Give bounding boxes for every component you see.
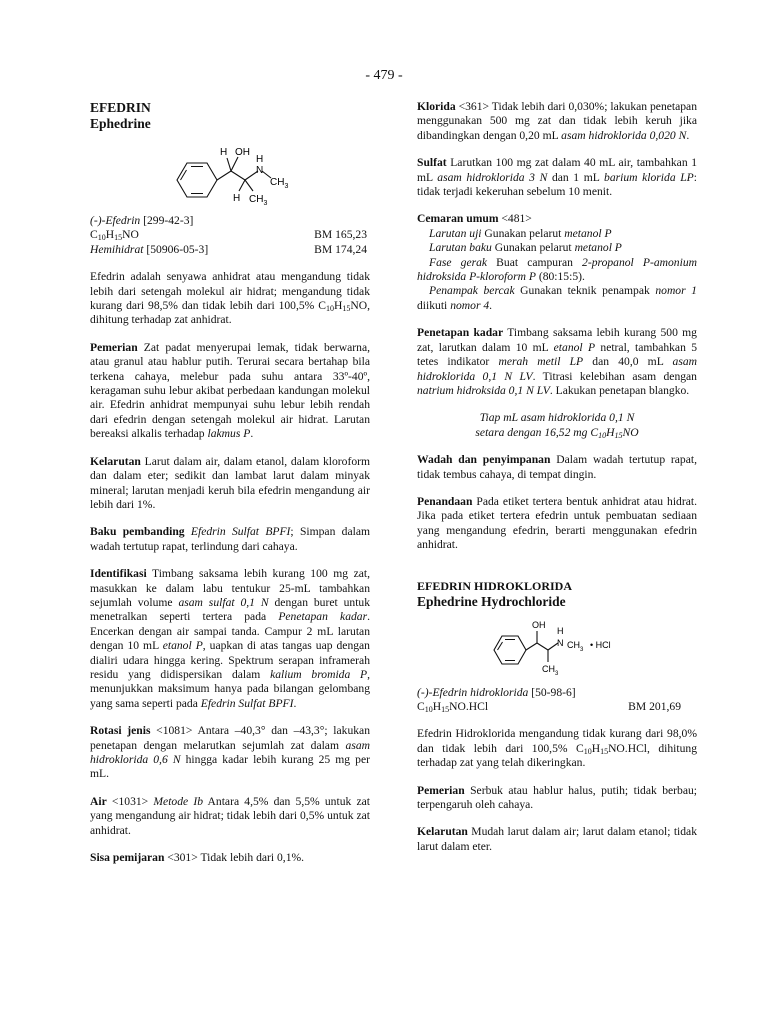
label-h-lower: H xyxy=(233,193,241,204)
label-ch3: $CH_3$ xyxy=(270,177,289,190)
kelarutan-section: Kelarutan Larut dalam air, dalam etanol, dalam kloroform dan dalam eter; sedikit dan lambat larut dalam minyak mineral; larutan menjadi keruh bila efedrin mengandung air lebih dari 1%. xyxy=(90,454,370,511)
pemerian-section: Pemerian Zat padat menyerupai lemak, tidak berwarna, atau granul atau hablur putih. Terurai secara bertahap bila terkena cahaya, melebur pada suhu antara 33º-40º, keragaman suhu lebur akibat perbedaan kandungan molekul air. Efedrin anhidrat mempunyai suhu lebur lebih rendah dari efedrin dengan setengah molekul air hidrat. Larutan bereaksi alkalis terhadap lakmus P. xyxy=(90,340,370,441)
cas-line: (-)-Efedrin [299-42-3] xyxy=(90,214,194,227)
molecular-weight: BM 165,23 xyxy=(314,228,367,242)
monograph-title-2: EFEDRIN HIDROKLORIDA xyxy=(417,578,573,593)
molecular-weight-hemihydrate: BM 174,24 xyxy=(314,242,367,256)
wadah-section: Wadah dan penyimpanan Dalam wadah tertutup rapat, tidak tembus cahaya, di tempat dingin. xyxy=(417,453,697,481)
fase-gerak-line: Fase gerak Buat campuran 2-propanol P-amonium hidroksida P-kloroform P (80:15:5). xyxy=(417,255,697,284)
label-h-2: H xyxy=(557,625,564,636)
right-column xyxy=(417,100,697,854)
kelarutan-section-2: Kelarutan Mudah larut dalam air; larut dalam etanol; tidak larut dalam eter. xyxy=(417,825,697,853)
sisa-pemijaran-section: Sisa pemijaran <301> Tidak lebih dari 0,1%. xyxy=(90,851,305,865)
ephedrine-hcl-structure-diagram xyxy=(482,616,632,678)
definition-paragraph-2: Efedrin Hidroklorida mengandung tidak kurang dari 98,0% dan tidak lebih dari 100,5% $C_{10}H_{15}NO.HCl$, dihitung terhadap zat yang telah dikeringkan. xyxy=(417,727,697,770)
label-hcl: • HCl xyxy=(590,639,611,650)
formula-row-2: $C_{10}H_{15}NO.HCl$ BM 201,69 xyxy=(417,699,681,714)
label-ch3-lower-2: $CH_3$ xyxy=(542,663,559,677)
air-section: Air <1031> Metode Ib Antara 4,5% dan 5,5% untuk zat yang mengandung air hidrat; tidak lebih dari 0,5% untuk zat anhidrat. xyxy=(90,794,370,837)
left-column xyxy=(90,100,370,865)
formula-row: $C_{10}H_{15}NO$ BM 165,23 xyxy=(90,228,367,243)
definition-paragraph: Efedrin adalah senyawa anhidrat atau mengandung tidak lebih dari setengah molekul air hidrat; mengandung tidak kurang dari 98,5% dan tidak lebih dari 100,5% $C_{10}H_{15}NO$, dihitung terhadap zat anhidrat. xyxy=(90,270,370,327)
label-n-2: N xyxy=(557,637,564,648)
equivalence-line-2: setara dengan 16,52 mg $C_{10}H_{15}NO$ xyxy=(475,425,639,440)
label-ch3-2: $CH_3$ xyxy=(567,639,584,653)
label-n: N xyxy=(256,165,264,176)
sulfat-section: Sulfat Larutkan 100 mg zat dalam 40 mL air, tambahkan 1 mL asam hidroklorida 3 N dan 1 mL barium klorida LP: tidak terjadi kekeruhan sebelum 10 menit. xyxy=(417,156,697,199)
label-nh-h: H xyxy=(256,154,264,165)
equivalence-line-1: Tiap mL asam hidroklorida 0,1 N xyxy=(479,411,635,425)
monograph-subtitle-2: Ephedrine Hydrochloride xyxy=(417,593,566,609)
penetapan-kadar-section: Penetapan kadar Timbang saksama lebih kurang 500 mg zat, larutkan dalam 10 mL etanol P netral, tambahkan 5 tetes indikator merah metil LP dan 40,0 mL asam hidroklorida 0,1 N LV. Titrasi kelebihan asam dengan natrium hidroksida 0,1 N LV. Lakukan penetapan blangko. xyxy=(417,326,698,397)
rotasi-jenis-section: Rotasi jenis <1081> Antara –40,3° dan –43,3°; lakukan penetapan dengan melarutkan sejumlah zat dalam asam hidroklorida 0,6 N hingga kadar lebih kurang 25 mg per mL. xyxy=(90,724,370,781)
larutan-uji-line: Larutan uji Gunakan pelarut metanol P xyxy=(429,226,612,240)
monograph-title: EFEDRIN xyxy=(90,100,151,115)
ephedrine-structure-diagram xyxy=(165,138,295,206)
penandaan-section: Penandaan Pada etiket tertera bentuk anhidrat atau hidrat. Jika pada etiket tertera efedrin untuk pembuatan sediaan yang mengandung efedrin, berarti menggunakan efedrin anhidrat. xyxy=(417,494,697,552)
hemihydrate-row: Hemihidrat [50906-05-3] BM 174,24 xyxy=(90,242,367,256)
penampak-bercak-line: Penampak bercak Gunakan teknik penampak nomor 1 diikuti nomor 4. xyxy=(417,284,697,312)
monograph-subtitle: Ephedrine xyxy=(90,116,151,131)
klorida-section: Klorida <361> Tidak lebih dari 0,030%; lakukan penetapan menggunakan 500 mg zat dan tidak lebih keruh jika dibandingkan dengan 0,20 mL asam hidroklorida 0,020 N. xyxy=(417,100,697,142)
cas-line-2: (-)-Efedrin hidroklorida [50-98-6] xyxy=(417,685,576,699)
cemaran-umum-heading: Cemaran umum <481> xyxy=(417,212,532,226)
pemerian-section-2: Pemerian Serbuk atau hablur halus, putih; tidak berbau; terpengaruh oleh cahaya. xyxy=(417,783,697,811)
label-oh-2: OH xyxy=(532,619,546,630)
label-oh: OH xyxy=(235,147,250,158)
label-ch3-lower: $CH_3$ xyxy=(249,194,268,206)
baku-pembanding-section: Baku pembanding Efedrin Sulfat BPFI; Simpan dalam wadah tertutup rapat, terlindung dari cahaya. xyxy=(90,525,370,553)
label-h: H xyxy=(220,147,228,158)
molecular-weight-2: BM 201,69 xyxy=(628,699,681,713)
page-number: - 479 - xyxy=(365,68,403,83)
larutan-baku-line: Larutan baku Gunakan pelarut metanol P xyxy=(429,241,622,255)
identifikasi-section: Identifikasi Timbang saksama lebih kurang 100 mg zat, masukkan ke dalam labu tentukur 25-mL tambahkan sejumlah volume asam sulfat 0,1 N dengan buret untuk menetralkan seperti tertera pada Penetapan kadar. Encerkan dengan air sampai tanda. Campur 2 mL larutan dengan 10 mL etanol P, uapkan di atas tangas uap dengan dialiri udara hingga kering. Spektrum serapan inframerah residu yang didispersikan dalam kalium bromida P, menunjukkan maksimum hanya pada bilangan gelombang yang sama seperti pada Efedrin Sulfat BPFI. xyxy=(90,567,371,710)
